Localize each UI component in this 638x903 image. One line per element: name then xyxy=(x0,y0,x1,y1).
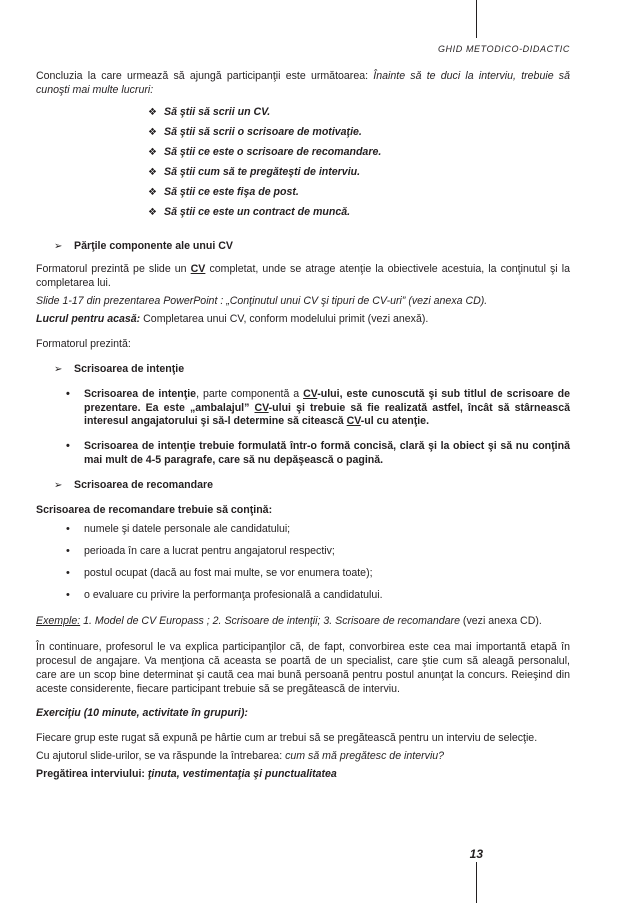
round-bullet-icon: • xyxy=(66,545,70,558)
checklist-item: ❖ Să ştii să scrii un CV. xyxy=(148,105,271,118)
checklist-item: ❖ Să ştii cum să te pregăteşti de interviu. xyxy=(148,165,361,178)
cv-term: CV xyxy=(190,262,206,275)
examples-label: Exemple: xyxy=(36,615,81,628)
running-header: GHID METODICO-DIDACTIC xyxy=(437,44,570,54)
intro-paragraph xyxy=(36,70,570,98)
list-item: • numele şi datele personale ale candidatului; xyxy=(66,523,291,536)
diamond-bullet-icon: ❖ xyxy=(148,106,157,118)
list-item: • o evaluare cu privire la performanţa profesională a candidatului. xyxy=(66,589,383,602)
section-heading-intent-letter: ➢ Scrisoarea de intenţie xyxy=(54,362,185,375)
presents-line: Formatorul prezintă: xyxy=(36,337,131,350)
intro-italic: Înainte să te duci la interviu, trebuie să cunoşti mai multe lucruri: xyxy=(36,70,570,96)
bottom-divider-line xyxy=(476,862,477,903)
intent-letter-length-bullet: • Scrisoarea de intenţie trebuie formulată într-o formă concisă, clară şi la obiect şi să nu conţină mai mult de 4-5 paragrafe, care să nu depăşească o pagină. xyxy=(66,440,570,467)
checklist-item: ❖ Să ştii ce este o scrisoare de recomandare. xyxy=(148,145,382,158)
intent-letter-bullet: • Scrisoarea de intenţie, parte componentă a CV-ului, este cunoscută şi sub titlul de scrisoare de prezentare. Ea este „ambalajul” CV-ului şi trebuie să fie realizată astfel, încât să stârnească interesul angajatorului şi să-l determine să citească CV-ul cu atenţie. xyxy=(66,387,570,428)
round-bullet-icon: • xyxy=(66,523,70,536)
checklist-item: ❖ Să ştii ce este un contract de muncă. xyxy=(148,205,351,218)
checklist-item: ❖ Să ştii ce este fişa de post. xyxy=(148,185,299,198)
page-number: 13 xyxy=(469,847,483,861)
arrow-bullet-icon: ➢ xyxy=(54,240,63,252)
section-heading-recommendation: ➢ Scrisoarea de recomandare xyxy=(54,479,213,492)
homework-label: Lucrul pentru acasă: xyxy=(36,312,141,325)
diamond-bullet-icon: ❖ xyxy=(148,166,157,178)
list-item: • postul ocupat (dacă au fost mai multe, se vor enumera toate); xyxy=(66,567,373,580)
cv-paragraph: Formatorul prezintă pe slide un CV completat, unde se atrage atenţie la obiectivele acestuia, la conţinutul şi la completarea lui. xyxy=(36,262,570,289)
intro-lead: Concluzia la care urmează să ajungă participanţii este următoarea: xyxy=(36,70,374,82)
must-contain-line: Scrisoarea de recomandare trebuie să conţină: xyxy=(36,504,273,517)
exercise-heading: Exerciţiu (10 minute, activitate în grupuri): xyxy=(36,707,248,720)
closing-paragraph: În continuare, profesorul le va explica participanţilor că, de fapt, convorbirea este cea mai importantă etapă în procesul de angajare. Va menţiona că aceasta se poartă de un specialist, care ştie cum să aleagă personalul, care are un scop bine determinat şi caută cea mai bună persoană pentru postul anunţat la concurs. Reieşind din aceste considerente, fiecare participant trebuie să se pregătească de interviu. xyxy=(36,641,570,696)
top-divider-line xyxy=(476,0,477,38)
preparation-line: Pregătirea interviului: ţinuta, vestimentaţia şi punctualitatea xyxy=(36,767,337,780)
round-bullet-icon: • xyxy=(66,440,70,453)
round-bullet-icon: • xyxy=(66,567,70,580)
slide-note: Slide 1-17 din prezentarea PowerPoint : „Conţinutul unui CV şi tipuri de CV-uri” (vezi anexa CD). xyxy=(36,294,488,307)
examples-line: Exemple: 1. Model de CV Europass ; 2. Scrisoare de intenţii; 3. Scrisoare de recomandare (vezi anexa CD). xyxy=(36,615,542,628)
question-line: Cu ajutorul slide-urilor, se va răspunde la întrebarea: cum să mă pregătesc de interviu? xyxy=(36,749,445,762)
group-instruction: Fiecare grup este rugat să expună pe hârtie cum ar trebui să se pregătească pentru un interviu de selecţie. xyxy=(36,732,538,744)
diamond-bullet-icon: ❖ xyxy=(148,146,157,158)
diamond-bullet-icon: ❖ xyxy=(148,206,157,218)
page-body xyxy=(36,70,570,782)
homework-line: Lucrul pentru acasă: Completarea unui CV, conform modelului primit (vezi anexă). xyxy=(36,312,429,325)
checklist-item: ❖ Să ştii să scrii o scrisoare de motivaţie. xyxy=(148,125,362,138)
diamond-bullet-icon: ❖ xyxy=(148,126,157,138)
arrow-bullet-icon: ➢ xyxy=(54,480,63,492)
checklist xyxy=(36,106,570,220)
arrow-bullet-icon: ➢ xyxy=(54,363,63,375)
list-item: • perioada în care a lucrat pentru angajatorul respectiv; xyxy=(66,545,335,558)
round-bullet-icon: • xyxy=(66,589,70,602)
section-heading-cv-parts: ➢ Părţile componente ale unui CV xyxy=(54,239,233,252)
diamond-bullet-icon: ❖ xyxy=(148,186,157,198)
round-bullet-icon: • xyxy=(66,387,70,400)
